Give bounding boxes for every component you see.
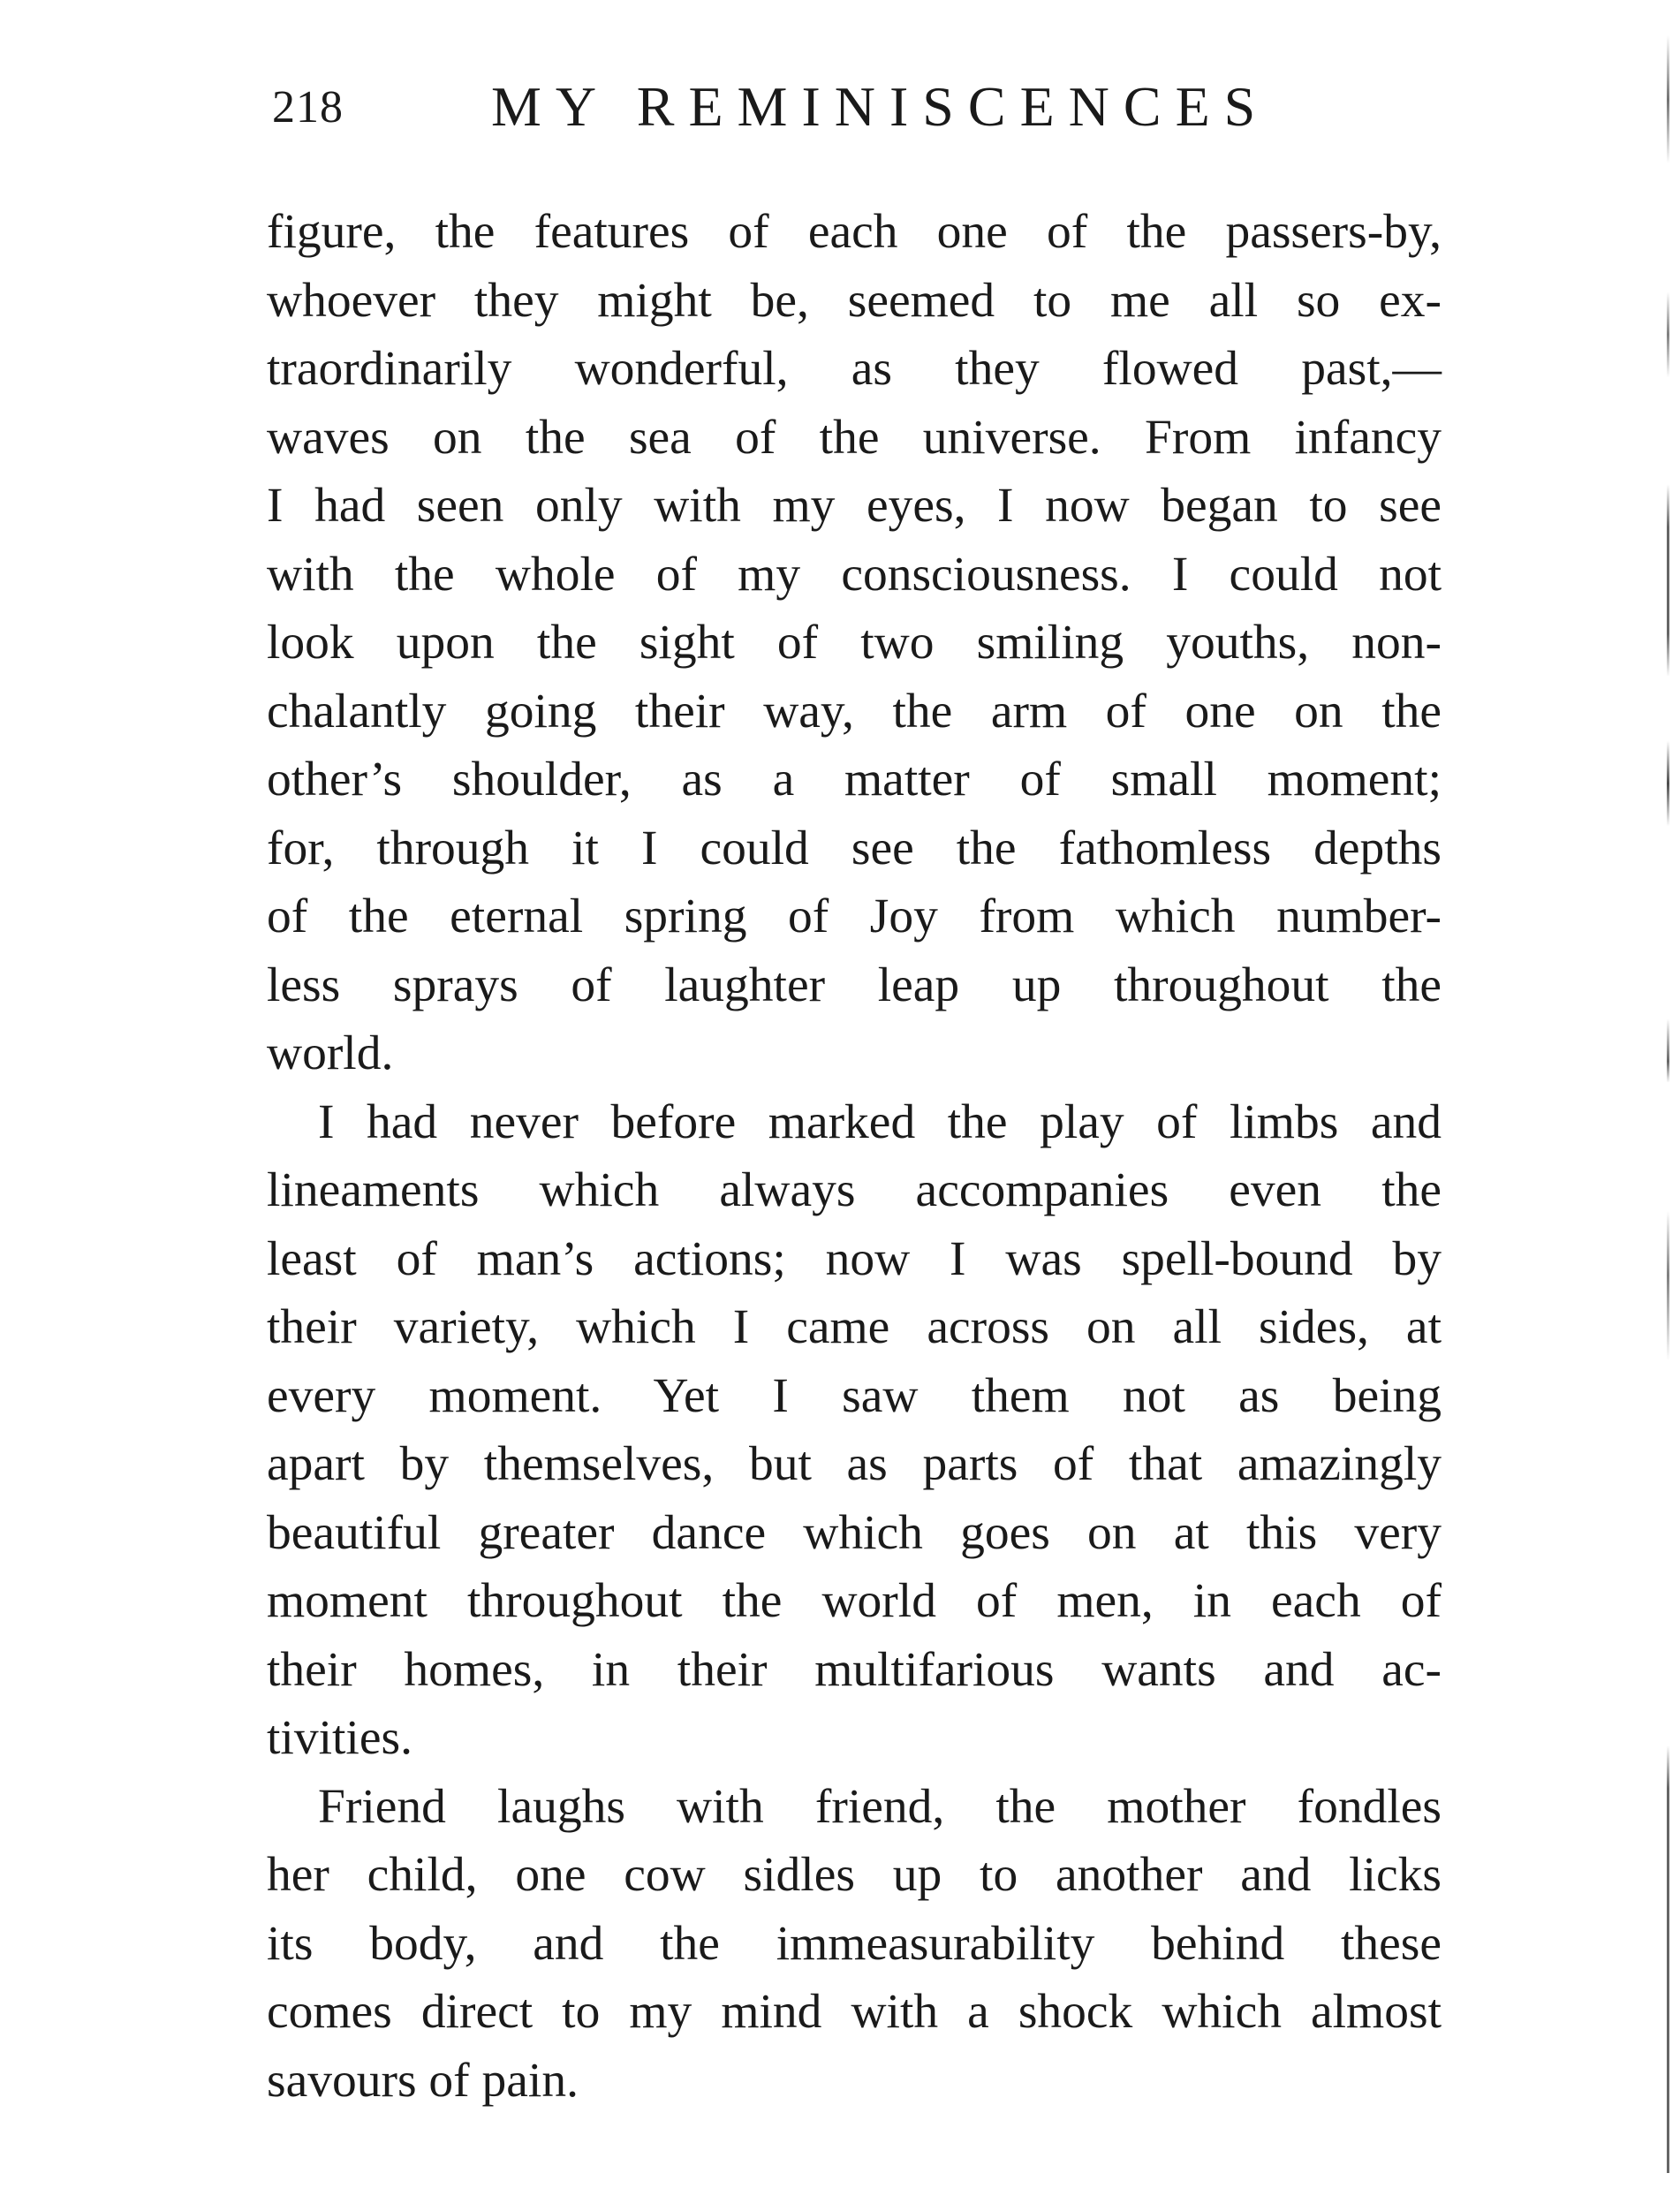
text-line: look upon the sight of two smiling youths, non-	[267, 616, 1442, 670]
text-line: for, through it I could see the fathomless depths	[267, 821, 1442, 875]
paragraph-3	[267, 1773, 1442, 2116]
text-line: every moment. Yet I saw them not as being	[267, 1368, 1442, 1423]
text-line: other’s shoulder, as a matter of small moment;	[267, 753, 1442, 806]
text-line: chalantly going their way, the arm of one on the	[267, 684, 1442, 738]
text-line: lineaments which always accompanies even the	[267, 1163, 1442, 1217]
text-line: its body, and the immeasurability behind these	[267, 1916, 1442, 1971]
text-line: waves on the sea of the universe. From infancy	[267, 410, 1442, 465]
text-line: least of man’s actions; now I was spell-bound by	[267, 1231, 1442, 1286]
paragraph-1	[267, 198, 1442, 1088]
paragraph-2	[267, 1088, 1442, 1773]
text-line: of the eternal spring of Joy from which number-	[267, 890, 1442, 943]
text-line: with the whole of my consciousness. I could not	[267, 547, 1442, 602]
scan-edge-artifact	[1667, 35, 1669, 2173]
text-line: I had never before marked the play of limbs and	[318, 1094, 1442, 1149]
text-line: beautiful greater dance which goes on at this very	[267, 1505, 1442, 1560]
text-line: tivities.	[267, 1711, 412, 1765]
text-line: their variety, which I came across on all sides, at	[267, 1300, 1442, 1354]
text-line: I had seen only with my eyes, I now began to see	[267, 479, 1442, 533]
text-line: Friend laughs with friend, the mother fondles	[318, 1779, 1442, 1834]
running-head	[272, 74, 1438, 145]
book-title: MY REMINISCENCES	[491, 75, 1270, 138]
text-line: figure, the features of each one of the passers-by,	[267, 205, 1442, 259]
text-line: less sprays of laughter leap up throughout the	[267, 958, 1442, 1012]
text-line: savours of pain.	[267, 2053, 579, 2108]
text-line: moment throughout the world of men, in each of	[267, 1574, 1442, 1628]
body-text	[267, 198, 1442, 2115]
page-number: 218	[272, 82, 344, 133]
text-line: apart by themselves, but as parts of that amazingly	[267, 1437, 1442, 1491]
text-line: world.	[267, 1026, 394, 1080]
text-line: traordinarily wonderful, as they flowed past,—	[267, 342, 1442, 396]
text-line: whoever they might be, seemed to me all so ex-	[267, 273, 1442, 328]
text-line: comes direct to my mind with a shock which almost	[267, 1985, 1442, 2039]
text-line: her child, one cow sidles up to another and licks	[267, 1848, 1442, 1902]
text-line: their homes, in their multifarious wants and ac-	[267, 1642, 1442, 1697]
